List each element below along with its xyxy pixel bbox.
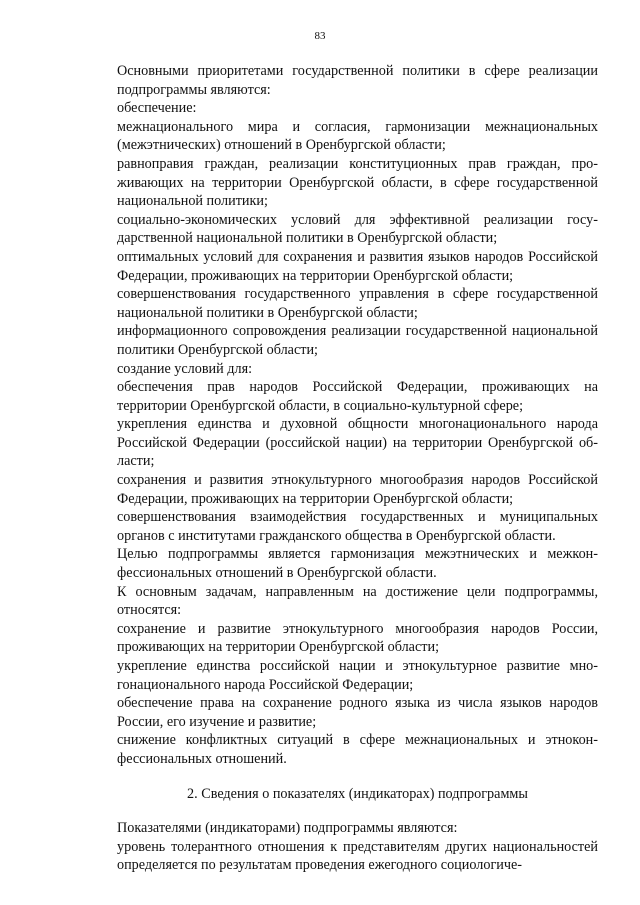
page-number: 83	[314, 30, 326, 42]
paragraph: сохранение и развитие этнокультурного многообразия народов России, проживающих на территории Оренбургской области;	[117, 620, 598, 656]
paragraph: совершенствования взаимодействия государственных и муниципальных органов с институтами гражданского общества в Оренбургской области.	[117, 509, 598, 544]
paragraph: создание условий для:	[117, 360, 253, 377]
paragraph: обеспечение:	[117, 100, 197, 117]
paragraph: Основными приоритетами государственной политики в сфере реализации подпрограммы являются:	[117, 63, 598, 98]
paragraph: совершенствования государственного управления в сфере государственной национальной политики в Оренбургской области;	[117, 286, 598, 321]
section-title: 2. Сведения о показателях (индикаторах) подпрограммы	[187, 785, 528, 802]
paragraph: обеспечения прав народов Российской Федерации, проживающих на территории Оренбургской области, в социально-культурной сфере;	[117, 379, 598, 414]
paragraph: межнационального мира и согласия, гармонизации межнациональных (межэтнических) отношений в Оренбургской области;	[117, 118, 598, 154]
paragraph: Показателями (индикаторами) подпрограммы являются:	[117, 820, 458, 837]
paragraph: социально-экономических условий для эффективной реализации государственной национальной политики в Оренбургской области;	[117, 211, 598, 247]
paragraph: Целью подпрограммы является гармонизация межэтнических и межконфессиональных отношений в Оренбургской области.	[117, 546, 598, 582]
paragraph: равноправия граждан, реализации конституционных прав граждан, проживающих на территории Оренбургской области, в сфере государственной национальной политики;	[117, 155, 598, 210]
paragraph: снижение конфликтных ситуаций в сфере межнациональных и этноконфессиональных отношений.	[117, 732, 598, 767]
document-body	[117, 62, 598, 875]
paragraph: оптимальных условий для сохранения и развития языков народов Российской Федерации, проживающих на территории Оренбургской области;	[117, 248, 598, 284]
paragraph: укрепление единства российской нации и этнокультурное развитие многонационального народа Российской Федерации;	[117, 658, 598, 693]
paragraph: уровень толерантного отношения к представителям других национальностей определяется по результатам проведения ежегодного социологиче-	[117, 838, 598, 874]
paragraph: К основным задачам, направленным на достижение цели подпрограммы, относятся:	[117, 583, 598, 619]
paragraph: сохранения и развития этнокультурного многообразия народов Российской Федерации, проживающих на территории Оренбургской области;	[117, 472, 598, 507]
paragraph: обеспечение права на сохранение родного языка из числа языков народов России, его изучение и развитие;	[117, 695, 598, 730]
paragraph: укрепления единства и духовной общности многонационального народа Российской Федерации (российской нации) на территории Оренбургской области;	[117, 416, 598, 470]
paragraph: информационного сопровождения реализации государственной национальной политики Оренбургской области;	[117, 323, 598, 358]
